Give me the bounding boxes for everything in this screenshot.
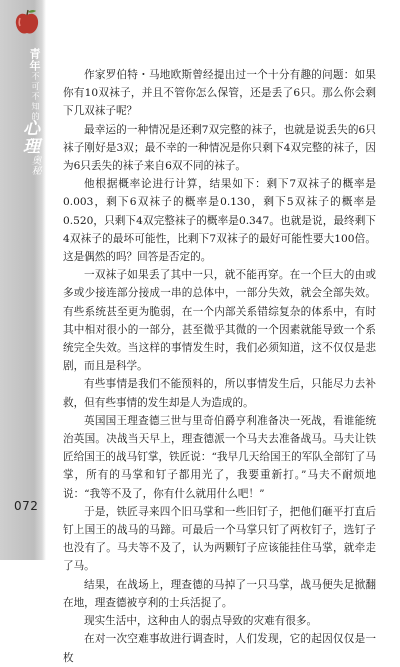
paragraph: 作家罗伯特・马地欧斯曾经提出过一个十分有趣的问题：如果你有10双袜子，并且不管你怎么保管，还是丢了6只。那么你会剩下几双袜子呢？	[63, 69, 376, 118]
paragraph: 一双袜子如果丢了其中一只，就不能再穿。在一个巨大的由或多或少接连部分接成一串的总体中，一部分失效，就会全部失效。有些系统甚至更为脆弱，在一个内部关系错综复杂的体系中，有时其中相对很小的一部分，甚至微乎其微的一个因素就能导致一个系统完全失效。当这样的事情发生时，我们必须知道，这不仅仅是悲剧，而且是科学。	[63, 269, 376, 373]
paragraph: 英国国王理查德三世与里奇伯爵亨利准备决一死战，看谁能统治英国。决战当天早上，理查德派一个马夫去准备战马。马夫让铁匠给国王的战马钉掌，铁匠说：“我早几天给国王的军队全部钉了马掌，所有的马掌和钉子都用光了，我要重新打。”马夫不耐烦地说：“我等不及了，你有什么就用什么吧！”	[63, 414, 376, 500]
body-text	[63, 66, 376, 667]
paragraph: 于是，铁匠寻来四个旧马掌和一些旧钉子，把他们砸平打直后钉上国王的战马的马蹄。可最后一个马掌只钉了两枚钉子，选钉子也没有了。马夫等不及了，认为两颗钉子应该能挂住马掌，就牵走了马。	[63, 505, 376, 573]
apple-icon	[14, 8, 40, 36]
paragraph: 结果，在战场上，理查德的马掉了一只马掌，战马便失足掀翻在地，理查德被亨利的士兵活捉了。	[63, 578, 376, 609]
paragraph: 在对一次空难事故进行调查时，人们发现，它的起因仅仅是一枚	[63, 633, 376, 664]
paragraph: 最幸运的一种情况是还剩7双完整的袜子，也就是说丢失的6只袜子刚好是3双；最不幸的一种情况是你只剩下4双完整的袜子，因为6只丢失的袜子来自6双不同的袜子。	[63, 123, 376, 173]
series-title-part-4: 奥秘	[29, 155, 40, 175]
paragraph: 他根据概率论进行计算，结果如下：剩下7双袜子的概率是0.003，剩下6双袜子的概率是0.130，剩下5双袜子的概率是0.520，只剩下4双完整袜子的概率是0.347。也就是说，最终剩下4双袜子的最坏可能性，比剩下7双袜子的最好可能性要大100倍。这是偶然的吗？回答是否定的。	[63, 178, 376, 264]
series-title-part-3: 心理	[19, 119, 39, 155]
series-title-part-2: 不可不知的	[31, 72, 40, 122]
series-title-part-1: 青年	[28, 48, 41, 72]
paragraph: 现实生活中，这种由人的弱点导致的灾难有很多。	[84, 615, 318, 628]
page-number: 072	[14, 499, 39, 513]
series-title	[10, 48, 42, 175]
sidebar-band	[0, 0, 46, 560]
paragraph: 有些事情是我们不能预料的，所以事情发生后，只能尽力去补救，但有些事情的发生却是人为造成的。	[63, 378, 376, 409]
